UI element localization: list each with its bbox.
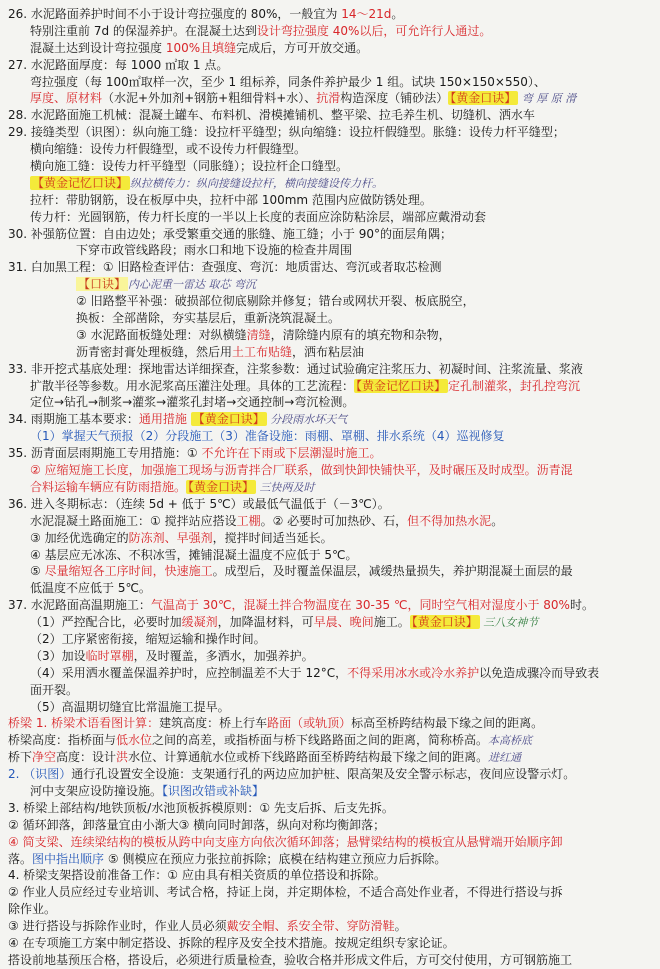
text-segment: 弯 厚 原 滑: [518, 92, 577, 106]
text-line: [8, 597, 652, 614]
text-line: [8, 158, 652, 175]
text-segment: 30. 补强筋位置：自由边处；承受繁重交通的胀缝、施工缝；小于 90°的面层角隅；: [8, 226, 452, 241]
mnemonic-tag: 【黄金口诀】: [188, 479, 255, 494]
text-segment: 建筑高度：桥上行车: [159, 716, 268, 731]
mnemonic-tag: 【黄金口诀】: [192, 412, 265, 427]
text-line: [8, 699, 652, 716]
text-line: [8, 259, 652, 276]
text-segment: 但不得加热水泥: [407, 513, 492, 528]
text-segment: 沥青密封膏处理板缝，然后用: [76, 344, 233, 359]
text-segment: 标高至桥跨结构最下缘之间的距离。: [351, 716, 544, 731]
text-segment: 。: [394, 919, 407, 934]
text-line: [8, 901, 652, 918]
text-segment: 定位→钻孔→制浆→灌浆→灌浆孔封堵→交通控制→弯沉检测。: [30, 395, 355, 410]
text-segment: ，清除缝内原有的填充物和杂物，: [270, 327, 451, 342]
text-line: [8, 23, 652, 40]
text-segment: 临时罩棚: [85, 648, 134, 663]
text-segment: ⑤: [30, 564, 45, 579]
text-segment: 三快两及时: [256, 480, 315, 494]
text-line: [8, 800, 652, 817]
text-line: [8, 834, 652, 851]
text-segment: ，搅拌时间适当延长。: [212, 530, 333, 545]
mnemonic-tag: 【黄金口诀】: [411, 615, 478, 630]
text-segment: 气温高于 30℃，混凝土拌合物温度在 30-35 ℃，同时空气相对湿度小于 80%: [150, 598, 570, 613]
text-segment: 施工。: [373, 615, 410, 630]
text-line: [8, 293, 652, 310]
text-segment: 2. （识图）: [8, 767, 72, 782]
text-line: [8, 918, 652, 935]
text-line: [8, 40, 652, 57]
text-segment: 定孔制灌浆，封孔控弯沉: [448, 378, 581, 393]
text-segment: 35. 沥青面层雨期施工专用措施：①: [8, 446, 202, 461]
text-segment: ，洒布粘层油: [292, 344, 365, 359]
text-segment: 河中支架应设防撞设施。: [30, 783, 163, 798]
text-segment: ④ 在专项施工方案中制定搭设、拆除的程序及安全技术措施。按规定组织专家论证。: [8, 935, 455, 950]
text-segment: 桥梁 1. 桥梁术语看图计算：: [8, 716, 160, 731]
text-segment: 本高桥底: [488, 734, 533, 748]
text-line: [8, 867, 652, 884]
text-segment: 34. 雨期施工基本要求：: [8, 412, 139, 427]
text-segment: 29. 接缝类型（识图）：纵向施工缝：设拉杆平缝型；纵向缩缝：设拉杆假缝型。胀缝：设传力杆平缝型；: [8, 125, 565, 140]
text-segment: 水泥混凝土路面施工：① 搅拌站应搭设: [30, 513, 237, 528]
text-segment: ② 作业人员应经过专业培训、考试合格，持证上岗，并定期体检，不适合高处作业者，不得进行搭设与拆: [8, 885, 563, 900]
text-line: [8, 513, 652, 530]
text-segment: 传力杆：光圆钢筋，传力杆长度的一半以上长度的表面应涂防粘涂层，端部应戴滑动套: [30, 209, 487, 224]
text-segment: ，加降温材料，可: [217, 615, 314, 630]
text-segment: 。② 必要时可加热砂、石，: [260, 513, 408, 528]
text-line: [8, 783, 652, 800]
text-segment: 净空: [32, 750, 57, 765]
text-line: [8, 749, 652, 766]
text-segment: 原材料: [66, 91, 103, 106]
text-segment: （3）加设: [30, 648, 86, 663]
text-segment: 之间的高差，或指桥面与桥下线路路面之间的距离，简称桥高。: [152, 733, 489, 748]
text-segment: ③ 加经优选确定的: [30, 530, 129, 545]
text-line: [8, 766, 652, 783]
text-line: [8, 107, 652, 124]
text-segment: 进红通: [488, 751, 522, 765]
text-segment: 完成后，方可开放交通。: [236, 40, 369, 55]
text-line: [8, 327, 652, 344]
text-segment: 抗滑: [316, 91, 341, 106]
text-line: [8, 192, 652, 209]
text-line: [8, 428, 652, 445]
text-line: [8, 682, 652, 699]
text-segment: 。: [491, 513, 504, 528]
text-segment: 戴安全帽、系安全带、穿防滑鞋: [226, 919, 395, 934]
text-line: [8, 209, 652, 226]
text-segment: 通行孔设置安全设施：支架通行孔的两边应加护桩、限高架及安全警示标志，夜间应设警示灯。: [71, 767, 576, 782]
text-segment: （4）采用洒水覆盖保温养护时，应控制温差不大于 12°C，: [30, 665, 348, 680]
text-line: [8, 580, 652, 597]
text-line: [8, 631, 652, 648]
text-segment: ② 循环卸落，卸落量宜由小渐大③ 横向同时卸落，纵向对称均衡卸落；: [8, 817, 386, 832]
text-segment: 33. 非开挖式基底处理：探地雷达详细探查，注浆参数：通过试验确定注浆压力、初凝时间、注浆流量、浆液: [8, 361, 583, 376]
text-segment: 以免造成骤冷而导致表: [479, 665, 600, 680]
text-segment: 扩散半径等参数。用水泥浆高压灌注处理。具体的工艺流程：: [30, 378, 355, 393]
text-line: [8, 411, 652, 428]
text-line: [8, 394, 652, 411]
text-line: [8, 141, 652, 158]
text-line: [8, 952, 652, 969]
text-segment: （1）严控配合比，必要时加: [30, 615, 182, 630]
text-line: [8, 57, 652, 74]
text-segment: 28. 水泥路面施工机械：混凝土罐车、布料机、滑模摊铺机、整平梁、拉毛养生机、切缝机、洒水车: [8, 108, 535, 123]
text-segment: 换板：全部凿除，夯实基层后，重新浇筑混凝土。: [76, 311, 341, 326]
text-segment: 27. 水泥路面厚度：每 1000 ㎡取 1 点。: [8, 57, 229, 72]
text-segment: ② 应缩短施工长度，加强施工现场与沥青拌合厂联系，做到快卸快铺快平，及时碾压及时成型。沥青混: [30, 463, 573, 478]
text-line: [8, 226, 652, 243]
text-line: [8, 479, 652, 496]
text-segment: 14～21d: [341, 7, 392, 21]
text-line: [8, 851, 652, 868]
text-line: [8, 276, 652, 293]
text-segment: （2）工序紧密衔接，缩短运输和操作时间。: [30, 631, 266, 646]
text-segment: 落。: [8, 851, 33, 866]
text-segment: 洪: [116, 750, 129, 765]
text-segment: 面开裂。: [30, 682, 79, 697]
mnemonic-tag: 【黄金口诀】: [450, 91, 517, 106]
text-segment: 4. 桥梁支架搭设前准备工作：① 应由具有相关资质的单位搭设和拆除。: [8, 868, 386, 883]
text-segment: 【识图改错或补缺】: [162, 783, 265, 798]
mnemonic-tag: 【口诀】: [78, 277, 127, 292]
text-segment: 分段雨水坏天气: [266, 413, 348, 427]
text-segment: 36. 进入冬期标志：（连续 5d + 低于 5℃）或最低气温低于（－3℃）。: [8, 496, 390, 511]
text-segment: 不得采用冰水或冷水养护: [347, 665, 480, 680]
text-segment: ，及时覆盖，多洒水，加强养护。: [133, 648, 314, 663]
text-segment: 下穿市政管线路段；雨水口和地下设施的检查井周围: [76, 243, 353, 258]
text-segment: 路面（或轨顶）: [267, 716, 352, 731]
text-segment: 特别注重前 7d 的保湿养护。在混凝土达到: [30, 23, 257, 38]
text-segment: 通用措施: [138, 412, 187, 427]
text-line: [8, 935, 652, 952]
text-segment: 时。: [569, 598, 594, 613]
text-segment: 31. 白加黑工程：① 旧路检查评估：查强度、弯沉：地质雷达、弯沉或者取芯检测: [8, 260, 442, 275]
text-line: [8, 242, 652, 259]
text-segment: 。成型后，及时覆盖保温层，减缓热量损失，养护期混凝土面层的最: [212, 564, 573, 579]
text-segment: 设计弯拉强度 40%以后，可允许行人通过。: [256, 23, 492, 38]
text-line: [8, 884, 652, 901]
text-segment: 桥梁高度：指桥面与: [8, 733, 117, 748]
text-segment: 37. 水泥路面高温期施工：: [8, 598, 151, 613]
text-segment: 低温度不应低于 5℃。: [30, 581, 151, 596]
text-segment: 100%且填缝: [165, 40, 237, 55]
text-segment: ③ 进行搭设与拆除作业时，作业人员必须: [8, 919, 227, 934]
text-segment: ③ 水泥路面板缝处理：对纵横缝: [76, 327, 247, 342]
text-line: [8, 124, 652, 141]
text-segment: 混凝土达到设计弯拉强度: [30, 40, 166, 55]
text-line: [8, 496, 652, 513]
text-segment: 弯拉强度（每 100㎡取样一次，至少 1 组标养，同条件养护最少 1 组。试块 150×150×550）、: [30, 74, 546, 89]
text-segment: 3. 桥梁上部结构/地铁顶板/水池顶板拆模原则：① 先支后拆、后支先拆。: [8, 800, 394, 815]
text-segment: （1）掌握天气预报（2）分段施工（3）准备设施：雨棚、罩棚、排水系统（4）巡视修复: [30, 429, 505, 444]
text-line: [8, 530, 652, 547]
text-segment: 合料运输车辆应有防雨措施。: [30, 479, 187, 494]
text-segment: 工棚: [236, 513, 261, 528]
text-line: [8, 175, 652, 192]
text-segment: 清缝: [246, 327, 271, 342]
text-line: [8, 462, 652, 479]
text-segment: 纵拉横传力：纵向接缝设拉杆，横向接缝设传力杆。: [130, 176, 384, 190]
text-segment: 高度：设计: [56, 750, 117, 765]
mnemonic-tag: 【黄金记忆口诀】: [356, 378, 447, 393]
text-line: [8, 74, 652, 91]
text-segment: 桥下: [8, 750, 33, 765]
mnemonic-tag: 【黄金记忆口诀】: [32, 175, 129, 190]
text-segment: ② 旧路整平补强：破损部位彻底剔除并修复；错台或网状开裂、板底脱空，: [76, 294, 475, 309]
text-segment: 。: [391, 7, 404, 21]
text-segment: （5）高温期切缝宜比常温施工提早。: [30, 699, 230, 714]
text-line: [8, 6, 652, 23]
text-line: [8, 445, 652, 462]
text-segment: 搭设前地基预压合格，搭设后，必须进行质量检查，验收合格并形成文件后，方可交付使用，方可钢筋施工: [8, 952, 573, 967]
text-segment: 拉杆：带肋钢筋，设在板厚中央，拉杆中部 100mm 范围内应做防锈处理。: [30, 192, 432, 207]
text-line: [8, 310, 652, 327]
text-segment: 厚度、: [30, 91, 67, 106]
text-segment: 低水位: [116, 733, 153, 748]
text-line: [8, 378, 652, 395]
text-segment: 不允许在下雨或下层潮湿时施工。: [201, 446, 382, 461]
text-segment: 尽量缩短各工序时间，快速施工: [44, 564, 213, 579]
text-line: [8, 665, 652, 682]
text-segment: 三八女神节: [479, 616, 539, 630]
text-line: [8, 90, 652, 107]
text-segment: ④ 基层应无冰冻、不积冰雪，摊铺混凝土温度不应低于 5℃。: [30, 547, 358, 562]
text-line: [8, 563, 652, 580]
text-segment: ⑤ 侧模应在预应力张拉前拆除；底模在结构建立预应力后拆除。: [104, 851, 447, 866]
text-segment: 缓凝剂: [181, 615, 218, 630]
text-segment: 水位、计算通航水位或桥下线路路面至桥跨结构最下缘之间的距离。: [128, 750, 489, 765]
text-line: [8, 344, 652, 361]
text-line: [8, 614, 652, 631]
text-line: [8, 817, 652, 834]
text-segment: 除作业。: [8, 902, 57, 917]
text-segment: 横向缩缝：设传力杆假缝型，或不设传力杆假缝型。: [30, 142, 307, 157]
text-segment: ④ 简支梁、连续梁结构的模板从跨中向支座方向依次循环卸落；悬臂梁结构的模板宜从悬臂端开始顺序卸: [8, 834, 563, 849]
text-segment: （水泥+外加剂+钢筋+粗细骨料+水）、: [102, 91, 317, 106]
text-segment: 防冻剂、早强剂: [128, 530, 213, 545]
text-segment: 图中指出顺序: [32, 851, 105, 866]
text-line: [8, 547, 652, 564]
text-line: [8, 715, 652, 732]
text-segment: 土工布贴缝: [232, 344, 293, 359]
text-segment: 26. 水泥路面养护时间不小于设计弯拉强度的 80%，一般宜为: [8, 7, 342, 21]
text-segment: 早晨、晚间: [313, 615, 374, 630]
text-line: [8, 361, 652, 378]
text-line: [8, 732, 652, 749]
text-segment: 构造深度（铺砂法）: [340, 91, 449, 106]
text-segment: 内心泥重一雷达 取芯 弯沉: [128, 278, 257, 292]
text-line: [8, 648, 652, 665]
text-segment: 横向施工缝：设传力杆平缝型（同胀缝）；设拉杆企口缝型。: [30, 159, 349, 174]
